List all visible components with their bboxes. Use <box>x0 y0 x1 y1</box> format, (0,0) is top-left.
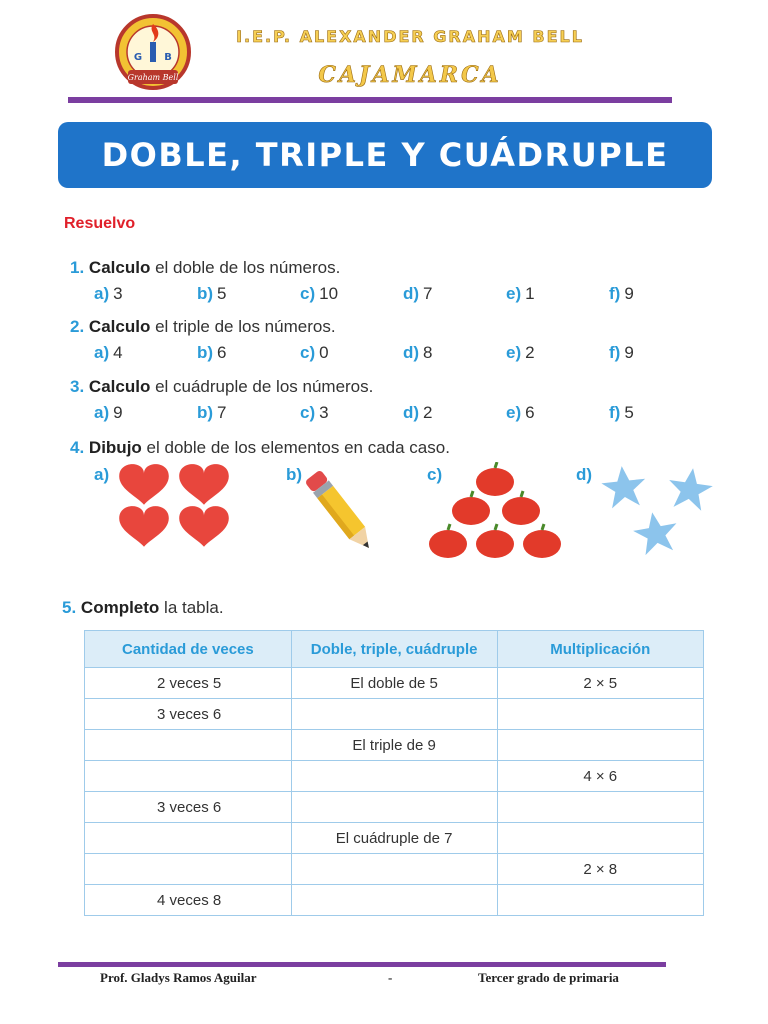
picture-label-a: a) <box>94 465 110 484</box>
table-cell[interactable] <box>291 792 497 823</box>
option: c) 3 <box>300 403 329 422</box>
option: b) 7 <box>197 403 227 422</box>
stars-illustration <box>594 462 722 562</box>
apples-illustration <box>424 462 564 562</box>
apple-icon <box>476 524 514 558</box>
question-text: el doble de los elementos en cada caso. <box>146 438 450 457</box>
question-text: el doble de los números. <box>155 258 341 277</box>
question-5 <box>62 598 224 618</box>
table-cell[interactable]: 3 veces 6 <box>85 792 292 823</box>
table-row <box>85 823 704 854</box>
apple-icon <box>523 524 561 558</box>
table-cell[interactable] <box>497 699 703 730</box>
header-divider <box>68 97 672 103</box>
option: f) 5 <box>609 403 634 422</box>
option: d) 2 <box>403 403 433 422</box>
school-city: CAJAMARCA <box>318 62 502 88</box>
logo-letter-b: B <box>164 52 172 63</box>
column-header: Cantidad de veces <box>85 631 292 668</box>
table-cell[interactable] <box>291 885 497 916</box>
table-cell[interactable]: El triple de 9 <box>291 730 497 761</box>
page-title: DOBLE, TRIPLE Y CUÁDRUPLE <box>101 136 669 174</box>
question-number: 4. <box>70 438 85 457</box>
heart-icon <box>179 464 229 505</box>
table-cell[interactable]: El doble de 5 <box>291 668 497 699</box>
heart-icon <box>119 506 169 547</box>
school-logo <box>112 14 194 92</box>
school-name: I.E.P. ALEXANDER GRAHAM BELL <box>236 27 584 46</box>
question-4 <box>70 438 450 458</box>
question-keyword: Calculo <box>88 377 151 396</box>
table-cell[interactable] <box>497 792 703 823</box>
question-number: 3. <box>70 377 85 396</box>
star-icon <box>631 509 681 557</box>
picture-label-b: b) <box>286 465 303 484</box>
table-cell[interactable]: 4 × 6 <box>497 761 703 792</box>
table-cell[interactable] <box>291 854 497 885</box>
option: a) 4 <box>94 343 123 362</box>
footer-divider <box>58 962 666 967</box>
table-row <box>85 761 704 792</box>
column-header: Multiplicación <box>497 631 703 668</box>
question-number: 5. <box>62 598 77 617</box>
logo-letter-g: G <box>133 52 143 63</box>
question-keyword: Dibujo <box>88 438 142 457</box>
option: e) 6 <box>506 403 535 422</box>
table-row <box>85 668 704 699</box>
footer-separator: - <box>388 970 393 985</box>
table-cell[interactable] <box>497 730 703 761</box>
table-cell[interactable] <box>85 854 292 885</box>
option: d) 8 <box>403 343 433 362</box>
table-cell[interactable]: 2 × 8 <box>497 854 703 885</box>
table-cell[interactable]: El cuádruple de 7 <box>291 823 497 854</box>
star-icon <box>666 465 715 512</box>
table-cell[interactable]: 2 × 5 <box>497 668 703 699</box>
question-keyword: Calculo <box>88 317 151 336</box>
hearts-illustration <box>114 462 234 552</box>
apple-icon <box>452 491 490 525</box>
question-2 <box>70 317 712 363</box>
option: f) 9 <box>609 284 634 303</box>
question-1 <box>70 258 712 304</box>
question-number: 1. <box>70 258 85 277</box>
completion-table <box>84 630 704 916</box>
apple-icon <box>429 524 467 558</box>
question-number: 2. <box>70 317 85 336</box>
picture-label-d: d) <box>576 465 593 484</box>
option: b) 6 <box>197 343 227 362</box>
apple-icon <box>502 491 540 525</box>
footer-grade: Tercer grado de primaria <box>478 970 619 985</box>
section-label: Resuelvo <box>64 215 136 232</box>
question-text: el triple de los números. <box>155 317 336 336</box>
table-cell[interactable]: 3 veces 6 <box>85 699 292 730</box>
option: a) 3 <box>94 284 123 303</box>
question-3 <box>70 377 712 423</box>
table-cell[interactable] <box>291 761 497 792</box>
option: e) 2 <box>506 343 535 362</box>
picture-label-c: c) <box>427 465 443 484</box>
question-text: el cuádruple de los números. <box>155 377 374 396</box>
table-cell[interactable] <box>291 699 497 730</box>
column-header: Doble, triple, cuádruple <box>291 631 497 668</box>
table-cell[interactable] <box>85 823 292 854</box>
heart-icon <box>179 506 229 547</box>
table-row <box>85 730 704 761</box>
pencil-icon <box>300 462 380 560</box>
option: d) 7 <box>403 284 433 303</box>
table-row <box>85 885 704 916</box>
option: c) 10 <box>300 284 339 303</box>
question-text: la tabla. <box>164 598 224 617</box>
option: f) 9 <box>609 343 634 362</box>
table-cell[interactable] <box>85 761 292 792</box>
table-cell[interactable] <box>497 823 703 854</box>
question-keyword: Completo <box>80 598 160 617</box>
table-row <box>85 854 704 885</box>
question-keyword: Calculo <box>88 258 151 277</box>
option: c) 0 <box>300 343 329 362</box>
footer-teacher: Prof. Gladys Ramos Aguilar <box>100 970 257 985</box>
logo-text: Graham Bell <box>127 73 179 82</box>
heart-icon <box>119 464 169 505</box>
option: b) 5 <box>197 284 227 303</box>
table-cell[interactable] <box>85 730 292 761</box>
table-row <box>85 792 704 823</box>
table-cell[interactable]: 4 veces 8 <box>85 885 292 916</box>
star-icon <box>600 464 648 509</box>
option: a) 9 <box>94 403 123 422</box>
table-row <box>85 699 704 730</box>
table-cell[interactable]: 2 veces 5 <box>85 668 292 699</box>
apple-icon <box>476 462 514 496</box>
option: e) 1 <box>506 284 535 303</box>
title-banner <box>58 122 712 188</box>
table-cell[interactable] <box>497 885 703 916</box>
table-header-row <box>85 631 704 668</box>
